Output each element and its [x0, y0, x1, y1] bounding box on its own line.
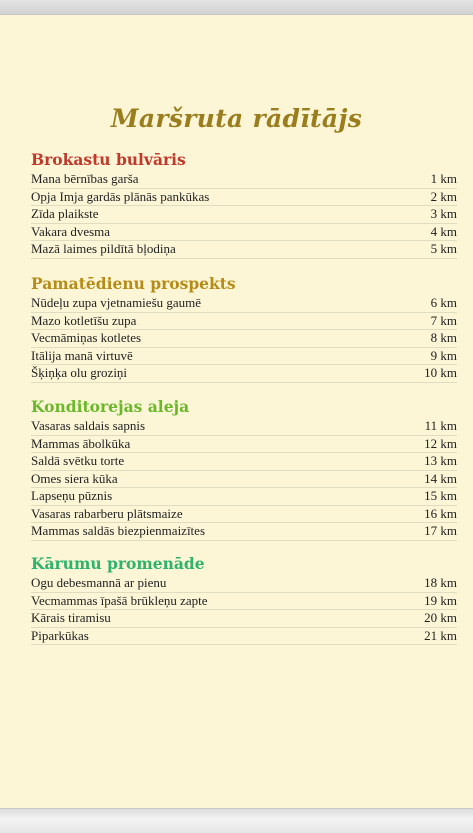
- toc-item-distance: 16 km: [424, 505, 457, 521]
- toc-item-distance: 17 km: [424, 523, 457, 538]
- toc-item-name: Ogu debesmannā ar pienu: [31, 575, 167, 590]
- toc-item-name: Mazo kotletīšu zupa: [31, 312, 137, 328]
- toc-row[interactable]: [31, 453, 457, 471]
- toc-item-distance: 14 km: [424, 470, 457, 486]
- toc-item-name: Vecmāmiņas kotletes: [31, 330, 142, 345]
- toc-item-distance: 13 km: [424, 453, 457, 468]
- toc-item-name: Vakara dvesma: [31, 223, 111, 239]
- toc-row[interactable]: [31, 313, 457, 331]
- toc-item-distance: 20 km: [424, 610, 457, 625]
- toc-row[interactable]: [31, 330, 457, 348]
- section-title: Pamatēdienu prospekts: [31, 274, 236, 293]
- toc-item-name: Mazā laimes pildītā bļodiņa: [31, 241, 176, 256]
- toc-item-distance: 8 km: [430, 330, 457, 345]
- toc-row[interactable]: [31, 348, 457, 366]
- toc-row[interactable]: [31, 506, 457, 524]
- toc-item-distance: 11 km: [424, 418, 457, 433]
- toc-item-name: Saldā svētku torte: [31, 453, 125, 468]
- toc-row[interactable]: [31, 206, 457, 224]
- section-treats: [31, 554, 457, 645]
- toc-row[interactable]: [31, 610, 457, 628]
- toc-item-distance: 19 km: [424, 592, 457, 608]
- toc-row[interactable]: [31, 224, 457, 242]
- toc-item-distance: 5 km: [430, 241, 457, 256]
- toc-item-distance: 15 km: [424, 488, 457, 503]
- toc-item-distance: 3 km: [430, 206, 457, 221]
- toc-item-name: Omes siera kūka: [31, 470, 118, 486]
- toc-row[interactable]: [31, 418, 457, 436]
- section-title: Brokastu bulvāris: [31, 150, 186, 169]
- toc-item-distance: 21 km: [424, 627, 457, 643]
- toc-row[interactable]: [31, 471, 457, 489]
- toc-item-name: Mana bērnības garša: [31, 171, 139, 186]
- toc-row[interactable]: [31, 628, 457, 646]
- toc-item-name: Lapseņu pūznis: [31, 488, 113, 503]
- toc-row[interactable]: [31, 189, 457, 207]
- top-edge-bar: [0, 0, 473, 15]
- toc-item-name: Piparkūkas: [31, 627, 89, 643]
- section-title: Konditorejas aleja: [31, 397, 190, 416]
- toc-item-name: Šķiņķa olu groziņi: [31, 365, 128, 380]
- toc-item-name: Itālija manā virtuvē: [31, 347, 133, 363]
- toc-item-name: Vasaras saldais sapnis: [31, 418, 146, 433]
- toc-item-distance: 9 km: [430, 347, 457, 363]
- toc-row[interactable]: [31, 171, 457, 189]
- bottom-edge-bar: [0, 808, 473, 833]
- toc-row[interactable]: [31, 436, 457, 454]
- toc-item-name: Vasaras rabarberu plātsmaize: [31, 505, 183, 521]
- toc-item-distance: 1 km: [430, 171, 457, 186]
- section-breakfast: [31, 150, 457, 259]
- section-title: Kārumu promenāde: [31, 554, 205, 573]
- toc-item-distance: 18 km: [424, 575, 457, 590]
- toc-row[interactable]: [31, 488, 457, 506]
- toc-row[interactable]: [31, 295, 457, 313]
- toc-row[interactable]: [31, 523, 457, 541]
- toc-item-name: Opja Imja gardās plānās pankūkas: [31, 188, 210, 204]
- toc-row[interactable]: [31, 365, 457, 383]
- section-pastry: [31, 397, 457, 541]
- toc-item-name: Nūdeļu zupa vjetnamiešu gaumē: [31, 295, 202, 310]
- toc-item-distance: 6 km: [430, 295, 457, 310]
- toc-item-distance: 10 km: [424, 365, 457, 380]
- toc-row[interactable]: [31, 241, 457, 259]
- toc-row[interactable]: [31, 593, 457, 611]
- toc-item-distance: 2 km: [430, 188, 457, 204]
- toc-item-name: Kārais tiramisu: [31, 610, 111, 625]
- toc-item-name: Mammas ābolkūka: [31, 435, 131, 451]
- toc-item-name: Mammas saldās biezpienmaizītes: [31, 523, 206, 538]
- toc-item-name: Vecmammas īpašā brūkleņu zapte: [31, 592, 208, 608]
- page-title: Maršruta rādītājs: [110, 104, 363, 133]
- toc-item-distance: 7 km: [430, 312, 457, 328]
- toc-item-distance: 4 km: [430, 223, 457, 239]
- toc-item-distance: 12 km: [424, 435, 457, 451]
- toc-row[interactable]: [31, 575, 457, 593]
- toc-item-name: Zīda plaikste: [31, 206, 99, 221]
- section-main-dishes: [31, 274, 457, 383]
